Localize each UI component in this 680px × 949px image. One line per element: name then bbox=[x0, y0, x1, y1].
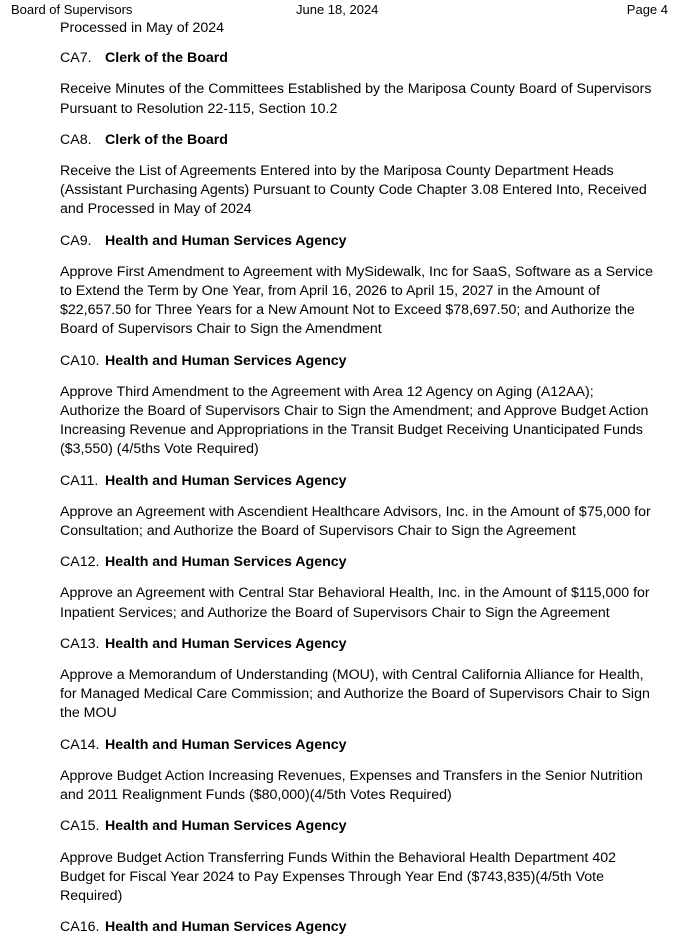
agenda-item-heading bbox=[60, 472, 668, 491]
agenda-item bbox=[60, 736, 668, 806]
header-board-name: Board of Supervisors bbox=[11, 2, 133, 17]
description-line: to Extend the Term by One Year, from April 16, 2026 to April 15, 2027 in the Amount of bbox=[60, 283, 600, 300]
agenda-item-heading bbox=[60, 232, 668, 251]
agenda-item-code: CA9. bbox=[60, 232, 92, 249]
agenda-item-heading bbox=[60, 553, 668, 572]
header-date: June 18, 2024 bbox=[296, 2, 379, 17]
description-line: Approve an Agreement with Central Star Behavioral Health, Inc. in the Amount of $115,000 for bbox=[60, 585, 650, 602]
agenda-item-code: CA16. bbox=[60, 919, 100, 936]
description-line: for Managed Medical Care Commission; and Authorize the Board of Supervisors Chair to Sign bbox=[60, 686, 650, 703]
page-header bbox=[0, 2, 680, 18]
agenda-item bbox=[60, 553, 668, 623]
agenda-item bbox=[60, 131, 668, 220]
description-line: Pursuant to Resolution 22-115, Section 10.2 bbox=[60, 100, 338, 117]
agenda-item-heading bbox=[60, 352, 668, 371]
description-line: Authorize the Board of Supervisors Chair to Sign the Amendment; and Approve Budget Action bbox=[60, 403, 649, 420]
description-line: (Assistant Purchasing Agents) Pursuant to County Code Chapter 3.08 Entered Into, Received bbox=[60, 182, 647, 199]
agenda-item-code: CA7. bbox=[60, 50, 92, 67]
agenda-item-code: CA15. bbox=[60, 818, 100, 835]
agenda-item-code: CA14. bbox=[60, 736, 100, 753]
agenda-item-heading bbox=[60, 736, 668, 755]
agenda-item-heading bbox=[60, 131, 668, 150]
header-page-number: Page 4 bbox=[626, 2, 668, 17]
description-line: Increasing Revenue and Appropriations in the Transit Budget Receiving Unanticipated Funds bbox=[60, 422, 643, 439]
agenda-item-description bbox=[60, 162, 668, 220]
agenda-item-department: Health and Human Services Agency bbox=[105, 635, 347, 652]
description-line: Approve Budget Action Increasing Revenues, Expenses and Transfers in the Senior Nutrition bbox=[60, 767, 643, 784]
agenda-content bbox=[60, 19, 668, 949]
agenda-item bbox=[60, 49, 668, 119]
agenda-item bbox=[60, 817, 668, 906]
description-line: Approve First Amendment to Agreement with MySidewalk, Inc for SaaS, Software as a Service bbox=[60, 263, 653, 280]
description-line: Consultation; and Authorize the Board of Supervisors Chair to Sign the Agreement bbox=[60, 523, 576, 540]
description-line: ($3,550) (4/5ths Vote Required) bbox=[60, 441, 259, 458]
agenda-item-department: Health and Human Services Agency bbox=[105, 352, 347, 369]
agenda-item-description bbox=[60, 584, 668, 622]
agenda-item-department: Health and Human Services Agency bbox=[105, 919, 347, 936]
agenda-item bbox=[60, 918, 668, 937]
description-line: Receive Minutes of the Committees Established by the Mariposa County Board of Supervisors bbox=[60, 81, 652, 98]
agenda-item bbox=[60, 472, 668, 542]
agenda-item-heading bbox=[60, 49, 668, 68]
description-line: Budget for Fiscal Year 2024 to Pay Expenses Through Year End ($743,835)(4/5th Vote Required) bbox=[60, 868, 604, 904]
description-line: Inpatient Services; and Authorize the Board of Supervisors Chair to Sign the Agreement bbox=[60, 604, 610, 621]
agenda-item-description bbox=[60, 767, 668, 805]
agenda-item-code: CA13. bbox=[60, 635, 100, 652]
agenda-item-heading bbox=[60, 817, 668, 836]
agenda-item-department: Health and Human Services Agency bbox=[105, 736, 347, 753]
agenda-item-department: Health and Human Services Agency bbox=[105, 818, 347, 835]
consent-agenda-list bbox=[60, 49, 668, 937]
carryover-text: Processed in May of 2024 bbox=[60, 20, 225, 36]
description-line: Approve Budget Action Transferring Funds Within the Behavioral Health Department 402 bbox=[60, 849, 616, 866]
agenda-item-heading bbox=[60, 918, 668, 937]
agenda-item-code: CA12. bbox=[60, 554, 100, 571]
description-line: and 2011 Realignment Funds ($80,000)(4/5th Votes Required) bbox=[60, 787, 452, 804]
description-line: Approve a Memorandum of Understanding (MOU), with Central California Alliance for Health, bbox=[60, 667, 644, 684]
description-line: Approve an Agreement with Ascendient Healthcare Advisors, Inc. in the Amount of $75,000 for bbox=[60, 503, 651, 520]
description-line: and Processed in May of 2024 bbox=[60, 201, 252, 218]
agenda-item-description bbox=[60, 503, 668, 541]
agenda-item-department: Health and Human Services Agency bbox=[105, 472, 347, 489]
agenda-item-department: Clerk of the Board bbox=[105, 50, 228, 67]
agenda-item-department: Health and Human Services Agency bbox=[105, 554, 347, 571]
agenda-item bbox=[60, 635, 668, 724]
description-line: the MOU bbox=[60, 705, 117, 722]
description-line: Board of Supervisors Chair to Sign the Amendment bbox=[60, 321, 382, 338]
agenda-item-department: Clerk of the Board bbox=[105, 131, 228, 148]
agenda-item-heading bbox=[60, 635, 668, 654]
agenda-item bbox=[60, 352, 668, 460]
agenda-item-code: CA10. bbox=[60, 352, 100, 369]
agenda-item-description bbox=[60, 383, 668, 460]
agenda-item-description bbox=[60, 666, 668, 724]
agenda-item-code: CA11. bbox=[60, 472, 99, 489]
agenda-item-description bbox=[60, 263, 668, 340]
description-line: $22,657.50 for Three Years for a New Amount Not to Exceed $78,697.50; and Authorize the bbox=[60, 302, 635, 319]
agenda-item-code: CA8. bbox=[60, 131, 92, 148]
agenda-item bbox=[60, 232, 668, 340]
agenda-item-description bbox=[60, 80, 668, 118]
description-line: Receive the List of Agreements Entered into by the Mariposa County Department Heads bbox=[60, 163, 614, 180]
description-line: Approve Third Amendment to the Agreement with Area 12 Agency on Aging (A12AA); bbox=[60, 383, 594, 400]
agenda-item-description bbox=[60, 849, 668, 907]
agenda-item-department: Health and Human Services Agency bbox=[105, 232, 347, 249]
